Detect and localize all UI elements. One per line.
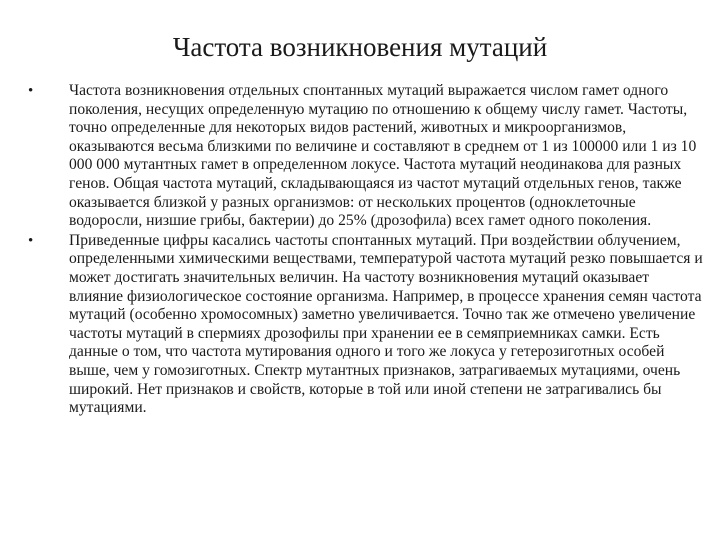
bullet-item-frequency-spontaneous <box>28 82 704 231</box>
bullet-marker: • <box>28 232 34 249</box>
bullet-item-induced-mutations <box>28 232 704 418</box>
bullet-marker: • <box>28 83 34 99</box>
bullet-list <box>28 82 704 418</box>
bullet-text: Частота возникновения отдельных спонтанных мутаций выражается числом гамет одного поколения, несущих определенную мутацию по отношению к общему числу гамет. Частоты, точно определенные для некоторых видов растений, животных и микроорганизмов, оказываются весьма близкими по величине и составляют в среднем от 1 из 100000 или 1 из 10 000 000 мутантных гамет в определенном локусе. Частота мутаций неодинакова для разных генов. Общая частота мутаций, складывающаяся из частот мутаций отдельных генов, также оказывается близкой у разных организмов: от нескольких процентов (одноклеточные водоросли, низшие грибы, бактерии) до 25% (дрозофила) всех гамет одного поколения. <box>69 82 697 230</box>
bullet-text: Приведенные цифры касались частоты спонтанных мутаций. При воздействии облучением, определенными химическими веществами, температурой частота мутаций резко повышается и может достигать значительных величин. На частоту возникновения мутаций оказывает влияние физиологическое состояние организма. Например, в процессе хранения семян частота мутаций (особенно хромосомных) заметно увеличивается. Точно так же отмечено увеличение частоты мутаций в спермиях дрозофилы при хранении ее в семяприемниках самки. Есть данные о том, что частота мутирования одного и того же локуса у гетерозиготных особей выше, чем у гомозиготных. Спектр мутантных признаков, затрагиваемых мутациями, очень широкий. Нет признаков и свойств, которые в той или иной степени не затрагивались бы мутациями. <box>69 231 703 417</box>
slide-title: Частота возникновения мутаций <box>172 32 548 62</box>
